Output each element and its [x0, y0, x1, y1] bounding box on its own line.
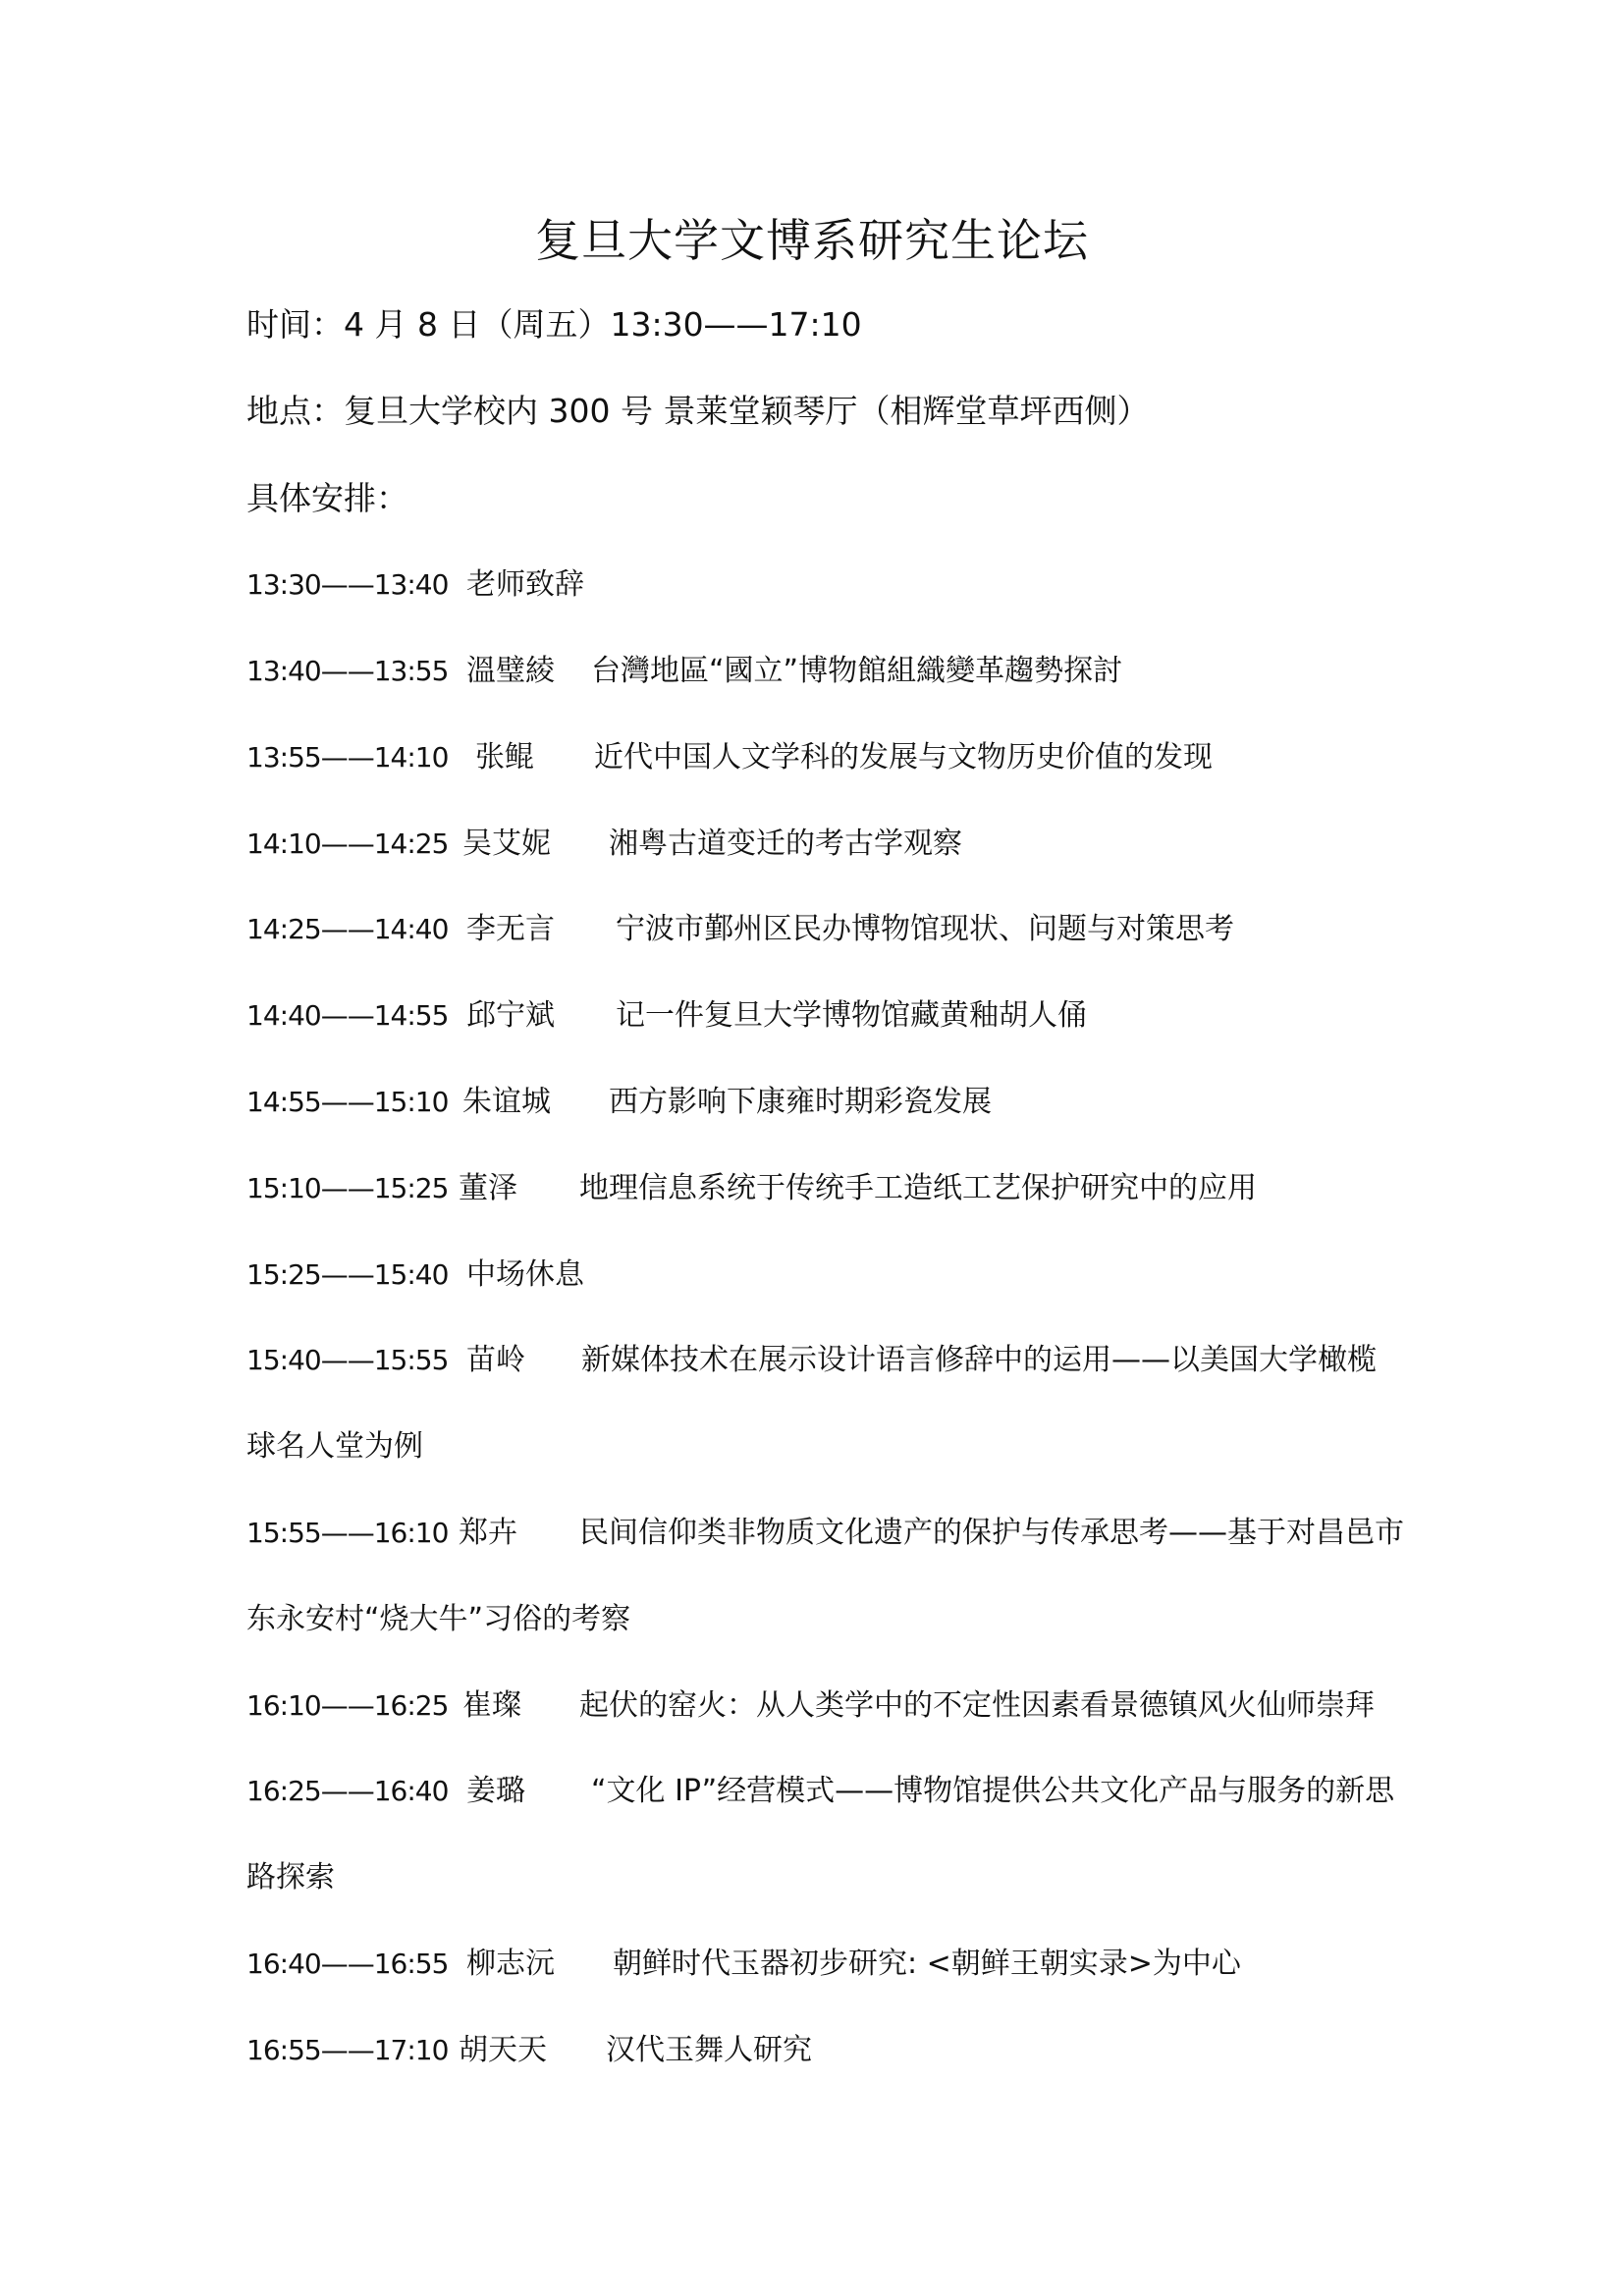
slot-time: 13:30——13:40	[246, 568, 449, 601]
slot-speaker: 董泽	[459, 1171, 517, 1205]
slot-speaker: 苗岭	[466, 1343, 525, 1377]
slot-topic-continuation: 东永安村“烧大牛”习俗的考察	[246, 1602, 631, 1636]
page-title: 复旦大学文博系研究生论坛	[535, 214, 1089, 267]
slot-topic: 记一件复旦大学博物馆藏黄釉胡人俑	[616, 998, 1087, 1033]
schedule-heading: 具体安排：	[246, 479, 408, 517]
slot-speaker: 胡天天	[459, 2033, 547, 2067]
slot-speaker: 吴艾妮	[462, 827, 551, 861]
slot-speaker: 李无言	[466, 912, 555, 946]
slot-topic: 新媒体技术在展示设计语言修辞中的运用——以美国大学橄榄	[581, 1343, 1377, 1377]
slot-topic: 起伏的窑火：从人类学中的不定性因素看景德镇风火仙师崇拜	[579, 1688, 1375, 1723]
slot-topic: 台灣地區“國立”博物館組織變革趨勢探討	[591, 654, 1123, 688]
slot-time: 15:25——15:40	[246, 1258, 449, 1291]
slot-topic: 汉代玉舞人研究	[606, 2033, 812, 2067]
slot-speaker: 溫璧綾	[466, 654, 555, 688]
slot-topic: 地理信息系统于传统手工造纸工艺保护研究中的应用	[579, 1171, 1257, 1205]
slot-speaker: 柳志沅	[466, 1947, 555, 1981]
slot-time: 16:55——17:10	[246, 2034, 449, 2066]
slot-topic: 民间信仰类非物质文化遗产的保护与传承思考——基于对昌邑市	[579, 1516, 1404, 1550]
slot-time: 15:40——15:55	[246, 1344, 449, 1376]
slot-topic-continuation: 球名人堂为例	[246, 1429, 423, 1464]
slot-topic: “文化 IP”经营模式——博物馆提供公共文化产品与服务的新思	[591, 1774, 1395, 1808]
slot-time: 14:55——15:10	[246, 1086, 449, 1118]
slot-topic: 湘粤古道变迁的考古学观察	[609, 827, 962, 861]
slot-time: 15:55——16:10	[246, 1517, 449, 1549]
slot-speaker: 姜璐	[466, 1774, 525, 1808]
slot-time: 13:55——14:10	[246, 741, 449, 774]
slot-topic-continuation: 路探索	[246, 1860, 335, 1895]
slot-speaker: 崔璨	[462, 1688, 521, 1723]
slot-speaker: 邱宁斌	[466, 998, 555, 1033]
slot-time: 15:10——15:25	[246, 1172, 449, 1204]
slot-time: 16:40——16:55	[246, 1948, 449, 1980]
slot-speaker: 朱谊城	[462, 1085, 551, 1119]
slot-topic: 近代中国人文学科的发展与文物历史价值的发现	[594, 740, 1213, 774]
slot-speaker: 张鲲	[475, 740, 534, 774]
slot-speaker: 老师致辞	[466, 567, 584, 602]
slot-time: 13:40——13:55	[246, 655, 449, 687]
event-time: 时间：4 月 8 日（周五）13:30——17:10	[246, 305, 862, 344]
slot-time: 16:10——16:25	[246, 1689, 449, 1722]
event-location: 地点：复旦大学校内 300 号 景莱堂颖琴厅（相辉堂草坪西侧）	[246, 392, 1150, 430]
slot-topic: 西方影响下康雍时期彩瓷发展	[609, 1085, 992, 1119]
slot-time: 14:10——14:25	[246, 828, 449, 860]
slot-time: 14:40——14:55	[246, 999, 449, 1032]
slot-time: 16:25——16:40	[246, 1775, 449, 1807]
slot-topic: 宁波市鄞州区民办博物馆现状、问题与对策思考	[616, 912, 1234, 946]
slot-speaker: 郑卉	[459, 1516, 517, 1550]
slot-time: 14:25——14:40	[246, 913, 449, 945]
slot-topic: 朝鲜时代玉器初步研究: <朝鲜王朝实录>为中心	[613, 1947, 1241, 1981]
slot-speaker: 中场休息	[466, 1257, 584, 1292]
